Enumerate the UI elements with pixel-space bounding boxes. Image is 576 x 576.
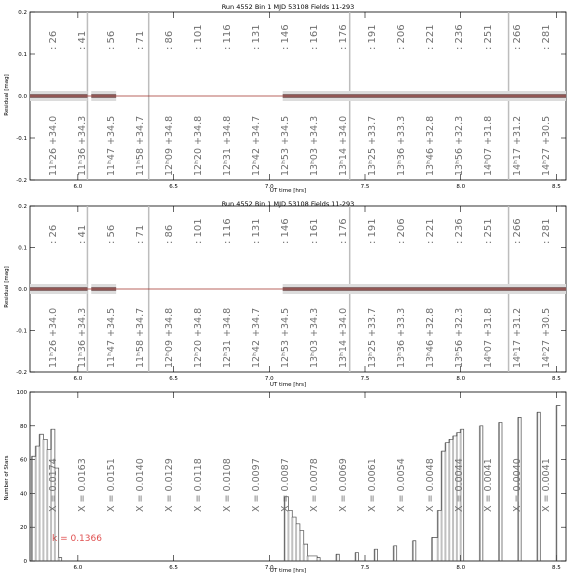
panel-1-coord-label: 12ʰ31 +34.8 <box>222 115 233 176</box>
panel-2-field-label: : 251 <box>483 218 494 244</box>
panel-2-coord-label: 11ʰ47 +34.5 <box>106 307 117 368</box>
panel-2-ytick-label: 0.0 <box>18 287 27 293</box>
histogram-bar <box>35 446 37 561</box>
panel-2-xtick-label: 8.5 <box>552 376 561 382</box>
histogram-bar <box>42 439 44 561</box>
panel-2 <box>4 200 566 388</box>
airmass-label: X = 0.0054 <box>396 458 407 512</box>
panel-1-coord-label: 12ʰ42 +34.7 <box>251 115 262 176</box>
panel-2-ylabel: Residual [mag] <box>4 266 10 308</box>
panel-3-xtick-label: 7.5 <box>360 565 370 571</box>
airmass-label: X = 0.0151 <box>106 458 117 512</box>
panel-2-coord-label: 13ʰ25 +33.7 <box>367 307 378 368</box>
panel-1-coord-label: 13ʰ36 +33.3 <box>396 115 407 176</box>
airmass-label: X = 0.0163 <box>77 458 88 512</box>
panel-2-coord-label: 12ʰ20 +34.8 <box>193 307 204 368</box>
airmass-label: X = 0.0069 <box>338 458 349 512</box>
airmass-label: X = 0.0140 <box>135 458 146 512</box>
panel-2-field-label: : 236 <box>454 218 465 244</box>
panel-2-coord-label: 13ʰ36 +33.3 <box>396 307 407 368</box>
panel-3-ytick-label: 40 <box>20 491 27 498</box>
histogram-bar <box>295 524 297 561</box>
panel-1-ytick-label: 0.0 <box>18 94 27 100</box>
panel-2-ytick-label: 0.1 <box>18 245 27 252</box>
histogram-bar <box>444 443 446 561</box>
histogram-bar <box>287 510 289 561</box>
panel-3-ytick-label: 0 <box>23 559 27 565</box>
panel-2-coord-label: 14ʰ07 +31.8 <box>483 307 494 368</box>
panel-1-field-label: : 56 <box>106 30 117 50</box>
panel-2-ytick-label: -0.2 <box>16 370 27 376</box>
panel-3-xtick-label: 8.0 <box>456 565 466 571</box>
airmass-label: X = 0.0041 <box>483 458 494 512</box>
airmass-label: X = 0.0048 <box>425 458 436 512</box>
panel-3-ytick-label: 20 <box>20 525 27 532</box>
panel-1-field-label: : 146 <box>280 24 291 50</box>
panel-1-coord-label: 12ʰ53 +34.5 <box>280 115 291 176</box>
panel-2-field-label: : 86 <box>164 224 175 244</box>
histogram-bar <box>58 558 60 561</box>
histogram-bar <box>299 531 301 561</box>
panel-1-field-label: : 26 <box>48 30 59 50</box>
panel-1-coord-label: 11ʰ47 +34.5 <box>106 115 117 176</box>
airmass-label: X = 0.0061 <box>367 458 378 512</box>
panel-2-ytick-label: -0.1 <box>16 328 27 335</box>
panel-2-field-label: : 146 <box>280 218 291 244</box>
panel-2-ytick-label: 0.2 <box>18 204 27 210</box>
panel-1-xtick-label: 7.5 <box>360 184 370 190</box>
panel-1-field-label: : 176 <box>338 24 349 50</box>
panel-2-coord-label: 11ʰ36 +34.3 <box>77 307 88 368</box>
panel-1-field-label: : 266 <box>512 24 523 50</box>
panel-3 <box>4 390 566 574</box>
panel-2-coord-label: 12ʰ31 +34.8 <box>222 307 233 368</box>
histogram-bar <box>39 434 41 561</box>
panel-1-field-label: : 116 <box>222 24 233 50</box>
histogram-bar <box>291 517 293 561</box>
panel-1-coord-label: 13ʰ14 +34.0 <box>338 115 349 176</box>
panel-1-coord-label: 13ʰ03 +34.3 <box>309 115 320 176</box>
panel-1-title: Run 4552 Bin 1 MJD 53108 Fields 11-293 <box>221 3 355 11</box>
panel-1-field-label: : 71 <box>135 30 146 50</box>
panel-2-field-label: : 206 <box>396 218 407 244</box>
panel-2-field-label: : 26 <box>48 224 59 244</box>
panel-1-field-label: : 221 <box>425 24 436 50</box>
airmass-label: X = 0.0040 <box>512 458 523 512</box>
panel-1-coord-label: 11ʰ58 +34.7 <box>135 115 146 176</box>
histogram-bar <box>316 558 318 561</box>
panel-1-field-label: : 41 <box>77 30 88 50</box>
panel-1-coord-label: 12ʰ09 +34.8 <box>164 115 175 176</box>
airmass-label: X = 0.0118 <box>193 458 204 512</box>
airmass-label: X = 0.0129 <box>164 458 175 512</box>
panel-3-ytick-label: 80 <box>20 423 27 430</box>
panel-2-xtick-label: 7.5 <box>360 376 370 382</box>
panel-1-ytick-label: 0.1 <box>18 52 27 58</box>
airmass-label: X = 0.0108 <box>222 458 233 512</box>
panel-2-field-label: : 176 <box>338 218 349 244</box>
airmass-label: X = 0.0174 <box>48 458 59 512</box>
panel-2-field-label: : 116 <box>222 218 233 244</box>
panel-1-coord-label: 14ʰ27 +30.5 <box>541 115 552 176</box>
panel-3-xtick-label: 7.0 <box>264 565 274 571</box>
panel-3-xtick-label: 6.5 <box>169 565 178 571</box>
panel-2-field-label: : 266 <box>512 218 523 244</box>
panel-1-coord-label: 12ʰ20 +34.8 <box>193 115 204 176</box>
panel-2-field-label: : 71 <box>135 224 146 244</box>
panel-3-xtick-label: 8.5 <box>552 565 561 571</box>
panel-1 <box>4 3 566 194</box>
panel-1-coord-label: 14ʰ17 +31.2 <box>512 115 523 176</box>
panel-1-coord-label: 13ʰ25 +33.7 <box>367 115 378 176</box>
panel-2-xtick-label: 8.0 <box>456 376 466 382</box>
histogram-bar <box>448 439 450 561</box>
panel-3-ytick-label: 100 <box>16 390 27 396</box>
airmass-label: X = 0.0078 <box>309 458 320 512</box>
panel-2-coord-label: 11ʰ26 +34.0 <box>48 307 59 368</box>
histogram-bar <box>307 556 309 561</box>
panel-1-xtick-label: 6.5 <box>169 184 178 190</box>
panel-1-coord-label: 13ʰ46 +32.8 <box>425 115 436 176</box>
panel-1-coord-label: 11ʰ36 +34.3 <box>77 115 88 176</box>
panel-1-plot <box>16 10 566 190</box>
panel-1-field-label: : 191 <box>367 24 378 50</box>
airmass-label: X = 0.0097 <box>251 458 262 512</box>
airmass-label: X = 0.0087 <box>280 458 291 512</box>
panel-1-coord-label: 11ʰ26 +34.0 <box>48 115 59 176</box>
panel-2-xtick-label: 7.0 <box>264 376 274 382</box>
panel-2-field-label: : 191 <box>367 218 378 244</box>
panel-2-coord-label: 12ʰ09 +34.8 <box>164 307 175 368</box>
panel-2-coord-label: 11ʰ58 +34.7 <box>135 307 146 368</box>
k-annotation: k = 0.1366 <box>52 534 102 544</box>
panel-1-ylabel: Residual [mag] <box>4 74 10 116</box>
airmass-label: X = 0.0041 <box>541 458 552 512</box>
panel-2-coord-label: 14ʰ17 +31.2 <box>512 307 523 368</box>
panel-3-xtick-label: 6.0 <box>73 565 83 571</box>
panel-1-field-label: : 281 <box>541 24 552 50</box>
panel-1-xtick-label: 7.0 <box>264 184 274 190</box>
panel-1-ytick-label: -0.1 <box>16 136 27 142</box>
panel-2-coord-label: 14ʰ27 +30.5 <box>541 307 552 368</box>
panel-1-coord-label: 13ʰ56 +32.3 <box>454 115 465 176</box>
panel-1-ytick-label: -0.2 <box>16 178 27 184</box>
panel-1-field-label: : 251 <box>483 24 494 50</box>
panel-2-field-label: : 56 <box>106 224 117 244</box>
panel-1-coord-label: 14ʰ07 +31.8 <box>483 115 494 176</box>
panel-1-field-label: : 131 <box>251 24 262 50</box>
panel-1-xtick-label: 8.0 <box>456 184 466 190</box>
panel-2-field-label: : 161 <box>309 218 320 244</box>
panel-2-xtick-label: 6.0 <box>73 376 83 382</box>
panel-1-xtick-label: 6.0 <box>73 184 83 190</box>
panel-1-xtick-label: 8.5 <box>552 184 561 190</box>
panel-1-field-label: : 86 <box>164 30 175 50</box>
panel-2-field-label: : 221 <box>425 218 436 244</box>
panel-1-ytick-label: 0.2 <box>18 10 27 16</box>
airmass-label: X = 0.0044 <box>454 458 465 512</box>
panel-2-field-label: : 281 <box>541 218 552 244</box>
panel-3-xlabel: UT time [hrs] <box>269 568 307 574</box>
panel-2-field-label: : 131 <box>251 218 262 244</box>
panel-2-coord-label: 13ʰ03 +34.3 <box>309 307 320 368</box>
panel-2-xlabel: UT time [hrs] <box>269 382 307 388</box>
panel-2-field-label: : 41 <box>77 224 88 244</box>
panel-1-field-label: : 206 <box>396 24 407 50</box>
panel-2-coord-label: 13ʰ46 +32.8 <box>425 307 436 368</box>
panel-3-ytick-label: 60 <box>20 457 27 464</box>
panel-3-ylabel: Number of Stars <box>4 455 10 501</box>
panel-1-field-label: : 161 <box>309 24 320 50</box>
histogram-bar <box>303 544 305 561</box>
panel-2-coord-label: 12ʰ42 +34.7 <box>251 307 262 368</box>
panel-1-field-label: : 236 <box>454 24 465 50</box>
panel-1-xlabel: UT time [hrs] <box>269 188 307 194</box>
panel-2-plot <box>16 204 566 382</box>
panel-2-coord-label: 13ʰ14 +34.0 <box>338 307 349 368</box>
panel-2-title: Run 4552 Bin 1 MJD 53108 Fields 11-293 <box>221 200 355 208</box>
panel-2-coord-label: 13ʰ56 +32.3 <box>454 307 465 368</box>
panel-2-coord-label: 12ʰ53 +34.5 <box>280 307 291 368</box>
panel-2-xtick-label: 6.5 <box>169 376 178 382</box>
panel-2-field-label: : 101 <box>193 218 204 244</box>
panel-1-field-label: : 101 <box>193 24 204 50</box>
